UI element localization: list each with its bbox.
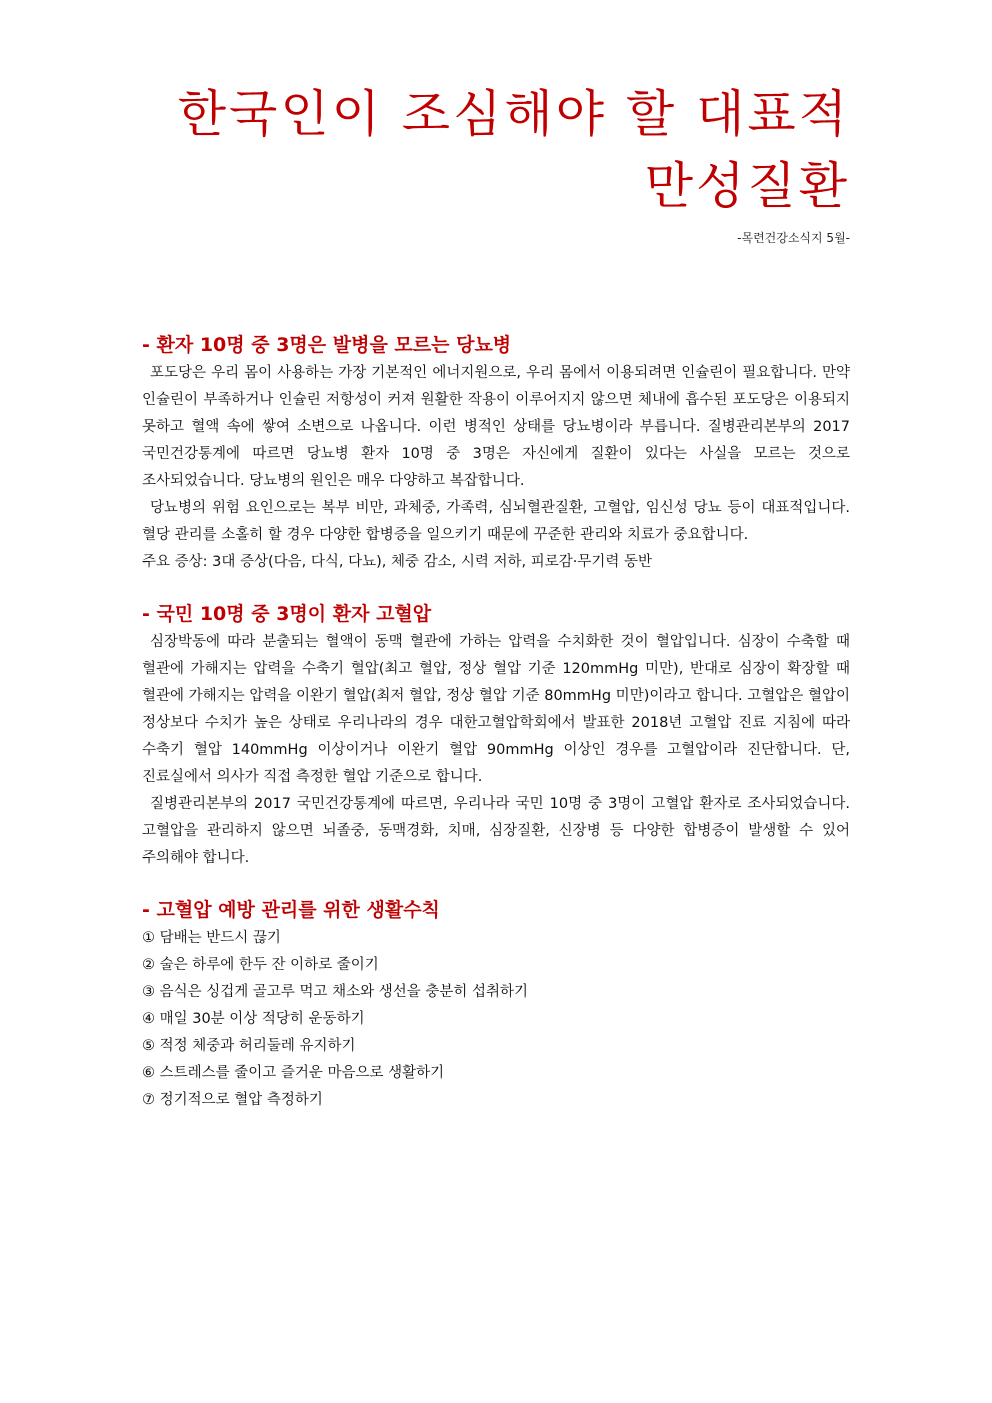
section-diabetes: [142, 330, 850, 576]
list-item: ① 담배는 반드시 끊기: [142, 930, 281, 946]
source-note: -목련건강소식지 5월-: [737, 231, 850, 245]
list-item: ⑤ 적정 체중과 허리둘레 유지하기: [142, 1038, 356, 1054]
prevention-rules-list: [142, 925, 850, 1114]
hypertension-paragraph-1: 심장박동에 따라 분출되는 혈액이 동맥 혈관에 가하는 압력을 수치화한 것이 혈압입니다. 심장이 수축할 때 혈관에 가해지는 압력을 수축기 혈압(최고 혈압, 정상 혈압 기준 120mmHg 미만), 반대로 심장이 확장할 때 혈관에 가해지는 압력을 이완기 혈압(최저 혈압, 정상 혈압 기준 80mmHg 미만)이라고 합니다. 고혈압은 혈압이 정상보다 수치가 높은 상태로 우리나라의 경우 대한고혈압학회에서 발표한 2018년 고혈압 진료 지침에 따라 수축기 혈압 140mmHg 이상이거나 이완기 혈압 90mmHg 이상인 경우를 고혈압이라 진단합니다. 단, 진료실에서 의사가 직접 측정한 혈압 기준으로 합니다.: [142, 634, 850, 785]
list-item: ② 술은 하루에 한두 잔 이하로 줄이기: [142, 957, 379, 973]
hypertension-paragraph-2: 질병관리본부의 2017 국민건강통계에 따르면, 우리나라 국민 10명 중 3명이 고혈압 환자로 조사되었습니다. 고혈압을 관리하지 않으면 뇌졸중, 동맥경화, 치매, 심장질환, 신장병 등 다양한 합병증이 발생할 수 있어 주의해야 합니다.: [142, 796, 850, 866]
diabetes-paragraph-1: 포도당은 우리 몸이 사용하는 가장 기본적인 에너지원으로, 우리 몸에서 이용되려면 인슐린이 필요합니다. 만약 인슐린이 부족하거나 인슐린 저항성이 커져 원활한 작용이 이루어지지 않으면 체내에 흡수된 포도당은 이용되지 못하고 혈액 속에 쌓여 소변으로 나옵니다. 이런 병적인 상태를 당뇨병이라 부릅니다. 질병관리본부의 2017 국민건강통계에 따르면 당뇨병 환자 10명 중 3명은 자신에게 질환이 있다는 사실을 모르는 것으로 조사되었습니다. 당뇨병의 원인은 매우 다양하고 복잡합니다.: [142, 365, 850, 489]
section-heading-diabetes: - 환자 10명 중 3명은 발병을 모르는 당뇨병: [142, 334, 512, 356]
page-title-line-1: 한국인이 조심해야 할 대표적: [177, 85, 850, 143]
section-prevention-rules: [142, 895, 850, 1114]
section-hypertension: [142, 599, 850, 872]
list-item: ④ 매일 30분 이상 적당히 운동하기: [142, 1011, 365, 1027]
diabetes-symptoms: 주요 증상: 3대 증상(다음, 다식, 다뇨), 체중 감소, 시력 저하, 피로감·무기력 동반: [142, 554, 652, 570]
diabetes-paragraph-2: 당뇨병의 위험 요인으로는 복부 비만, 과체중, 가족력, 심뇌혈관질환, 고혈압, 임신성 당뇨 등이 대표적입니다. 혈당 관리를 소홀히 할 경우 다양한 합병증을 일으키기 때문에 꾸준한 관리와 치료가 중요합니다.: [142, 500, 850, 543]
page-title-line-2: 만성질환: [644, 157, 850, 215]
list-item: ③ 음식은 싱겁게 골고루 먹고 채소와 생선을 충분히 섭취하기: [142, 984, 529, 1000]
section-heading-hypertension: - 국민 10명 중 3명이 환자 고혈압: [142, 603, 432, 625]
title-block: [178, 78, 850, 222]
list-item: ⑦ 정기적으로 혈압 측정하기: [142, 1092, 323, 1108]
article-body: [142, 330, 850, 1114]
list-item: ⑥ 스트레스를 줄이고 즐거운 마음으로 생활하기: [142, 1065, 445, 1081]
section-heading-prevention: - 고혈압 예방 관리를 위한 생활수칙: [142, 899, 440, 921]
